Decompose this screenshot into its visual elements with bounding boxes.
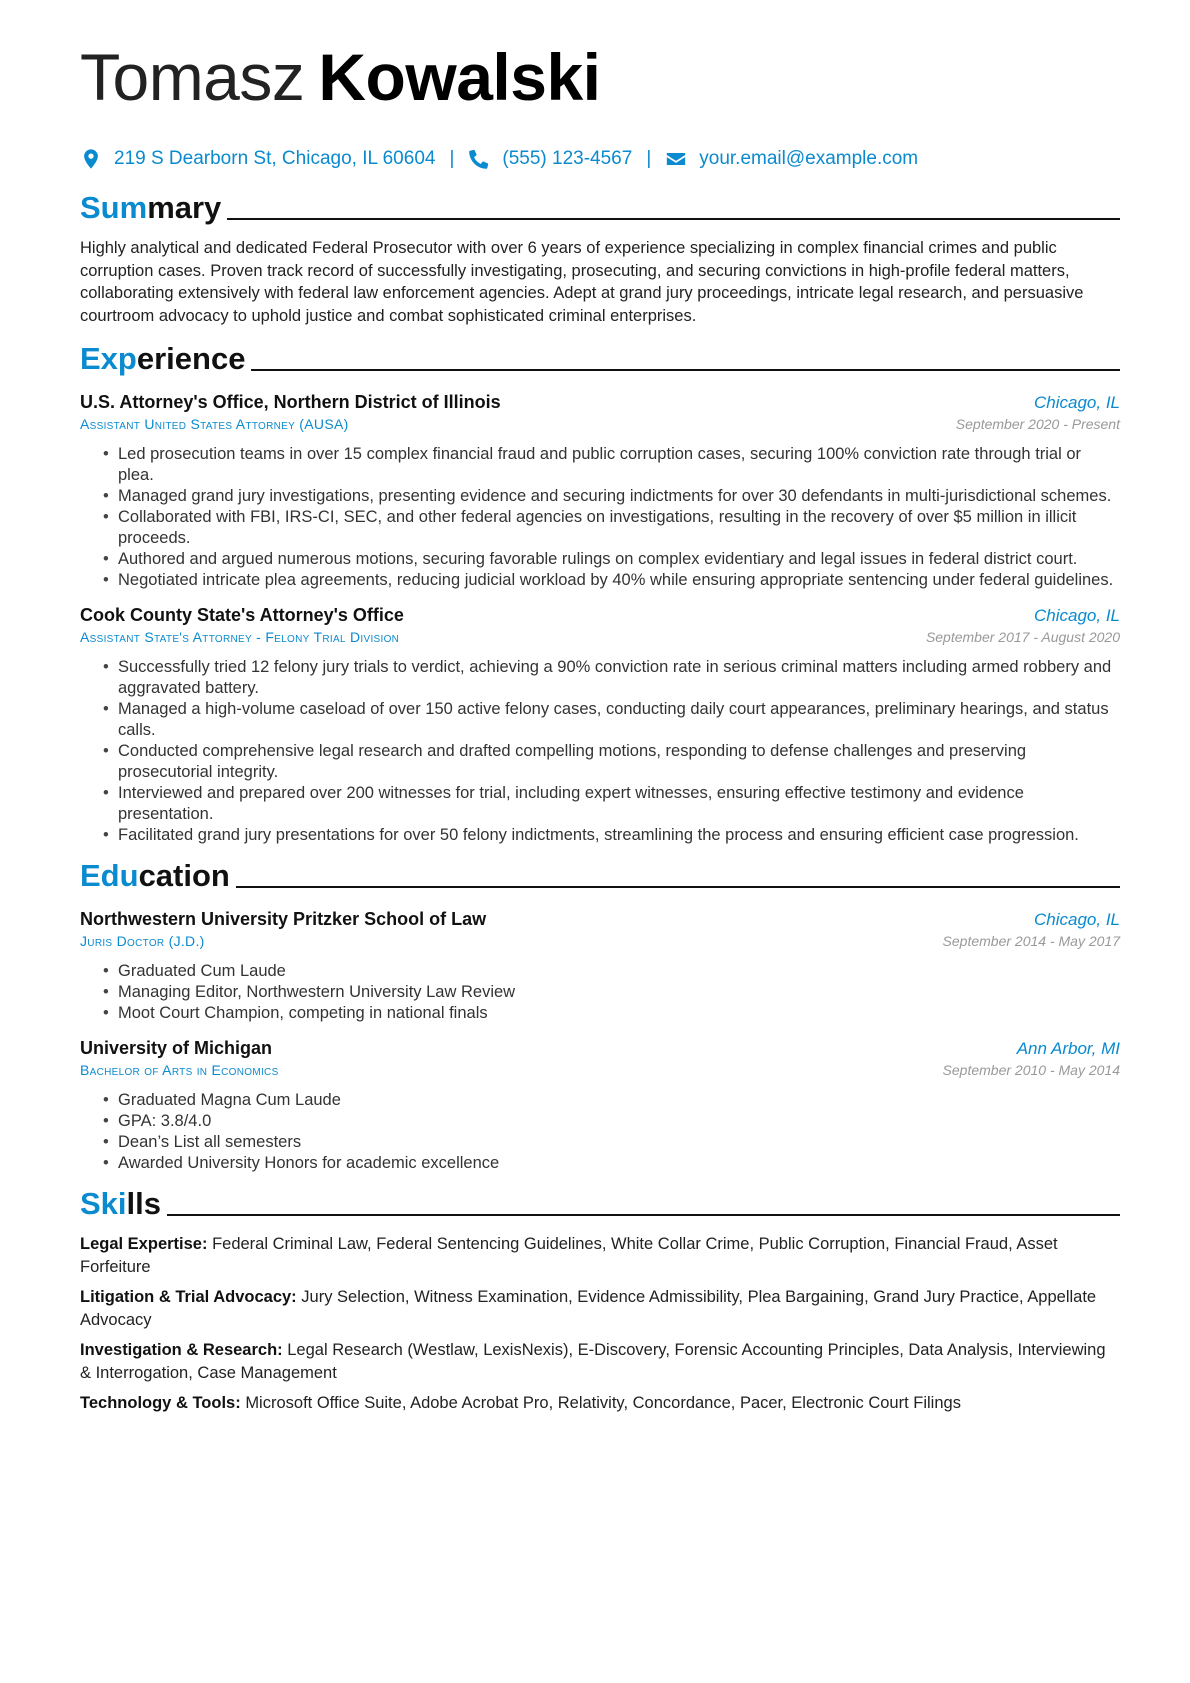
list-item: • Awarded University Honors for academic excellence	[80, 1153, 1120, 1174]
entry-location: Chicago, IL	[1034, 393, 1120, 412]
skill-row	[80, 1233, 1120, 1278]
section-title	[80, 1188, 161, 1219]
skill-label: Litigation & Trial Advocacy:	[80, 1288, 297, 1306]
candidate-name	[80, 40, 1120, 116]
summary-heading	[80, 192, 1120, 223]
bullet-list	[80, 444, 1120, 591]
section-title	[80, 192, 221, 223]
envelope-icon	[665, 148, 687, 170]
list-item: • Managed grand jury investigations, presenting evidence and securing indictments for over 30 defendants in multi-jurisdictional schemes.	[80, 486, 1120, 507]
skill-row	[80, 1339, 1120, 1384]
list-item: • GPA: 3.8/4.0	[80, 1111, 1120, 1132]
title-rest: mary	[147, 190, 222, 225]
contact-email[interactable]	[665, 148, 918, 170]
skill-value: Jury Selection, Witness Examination, Evidence Admissibility, Plea Bargaining, Grand Jury Practice, Appellate Advocacy	[80, 1288, 1097, 1329]
entry-location: Chicago, IL	[1034, 606, 1120, 625]
list-item: • Graduated Cum Laude	[80, 961, 1120, 982]
skill-value: Legal Research (Westlaw, LexisNexis), E-Discovery, Forensic Accounting Principles, Data Analysis, Interviewing & Interrogation, Case Management	[80, 1341, 1106, 1382]
contact-line	[80, 146, 1120, 172]
list-item: • Collaborated with FBI, IRS-CI, SEC, and other federal agencies on investigations, resulting in the recovery of over $5 million in illicit proceeds.	[80, 507, 1120, 549]
entry-subheader	[80, 629, 1120, 645]
entry-location: Chicago, IL	[1034, 910, 1120, 929]
skill-value: Federal Criminal Law, Federal Sentencing Guidelines, White Collar Crime, Public Corruption, Financial Fraud, Asset Forfeiture	[80, 1235, 1058, 1276]
list-item: • Authored and argued numerous motions, securing favorable rulings on complex evidentiary and legal issues in federal district court.	[80, 549, 1120, 570]
skill-row	[80, 1392, 1120, 1415]
section-rule	[167, 1214, 1120, 1216]
entry-subheader	[80, 933, 1120, 949]
phone-icon	[468, 148, 490, 170]
section-title	[80, 343, 245, 374]
section-rule	[236, 886, 1120, 888]
list-item: • Moot Court Champion, competing in national finals	[80, 1003, 1120, 1024]
entry-role: Juris Doctor (J.D.)	[80, 933, 205, 949]
entry-organization: Cook County State's Attorney's Office	[80, 605, 404, 625]
list-item: • Managed a high-volume caseload of over 150 active felony cases, conducting daily court appearances, preliminary hearings, and status calls.	[80, 699, 1120, 741]
skill-value: Microsoft Office Suite, Adobe Acrobat Pro, Relativity, Concordance, Pacer, Electronic Court Filings	[245, 1394, 961, 1412]
phone-text: (555) 123-4567	[502, 148, 633, 169]
entry-dates: September 2017 - August 2020	[925, 629, 1120, 645]
skill-label: Legal Expertise:	[80, 1235, 208, 1253]
list-item: • Conducted comprehensive legal research and drafted compelling motions, responding to defense challenges and preserving prosecutorial integrity.	[80, 741, 1120, 783]
entry-header	[80, 909, 1120, 930]
entry-dates: September 2014 - May 2017	[942, 933, 1120, 949]
entry-organization: Northwestern University Pritzker School of Law	[80, 909, 487, 929]
experience-entry	[80, 605, 1120, 846]
experience-entry	[80, 392, 1120, 591]
entry-dates: September 2020 - Present	[955, 416, 1120, 432]
title-highlight: Sum	[80, 190, 148, 225]
list-item: • Facilitated grand jury presentations for over 50 felony indictments, streamlining the process and ensuring efficient case progression.	[80, 825, 1120, 846]
last-name: Kowalski	[318, 40, 601, 114]
skills-list	[80, 1233, 1120, 1415]
list-item: • Graduated Magna Cum Laude	[80, 1090, 1120, 1111]
section-rule	[251, 369, 1120, 371]
section-rule	[227, 218, 1120, 220]
entry-subheader	[80, 1062, 1120, 1078]
bullet-list	[80, 657, 1120, 846]
contact-separator: |	[449, 148, 455, 169]
skills-heading	[80, 1188, 1120, 1219]
first-name: Tomasz	[80, 40, 305, 114]
skill-label: Technology & Tools:	[80, 1394, 241, 1412]
section-title	[80, 860, 230, 891]
bullet-list	[80, 1090, 1120, 1174]
contact-address	[80, 148, 435, 170]
title-rest: lls	[126, 1186, 161, 1221]
entry-role: Assistant State's Attorney - Felony Trial Division	[80, 629, 400, 645]
list-item: • Led prosecution teams in over 15 complex financial fraud and public corruption cases, securing 100% conviction rate through trial or plea.	[80, 444, 1120, 486]
email-link[interactable]: your.email@example.com	[699, 148, 919, 169]
education-entry	[80, 1038, 1120, 1174]
entry-header	[80, 1038, 1120, 1059]
list-item: • Dean’s List all semesters	[80, 1132, 1120, 1153]
list-item: • Interviewed and prepared over 200 witnesses for trial, including expert witnesses, ensuring effective testimony and evidence presentation.	[80, 783, 1120, 825]
entry-header	[80, 605, 1120, 626]
contact-separator: |	[646, 148, 652, 169]
title-highlight: Edu	[80, 858, 139, 893]
entry-location: Ann Arbor, MI	[1016, 1039, 1120, 1058]
title-rest: cation	[138, 858, 230, 893]
entry-role: Bachelor of Arts in Economics	[80, 1062, 279, 1078]
experience-heading	[80, 343, 1120, 374]
title-highlight: Exp	[80, 341, 137, 376]
address-text: 219 S Dearborn St, Chicago, IL 60604	[114, 148, 436, 169]
entry-organization: U.S. Attorney's Office, Northern District of Illinois	[80, 392, 501, 412]
skill-label: Investigation & Research:	[80, 1341, 283, 1359]
title-highlight: Ski	[80, 1186, 127, 1221]
education-entry	[80, 909, 1120, 1024]
bullet-list	[80, 961, 1120, 1024]
map-pin-icon	[80, 148, 102, 170]
education-heading	[80, 860, 1120, 891]
entry-dates: September 2010 - May 2014	[942, 1062, 1120, 1078]
skill-row	[80, 1286, 1120, 1331]
resume-page	[80, 40, 1120, 1415]
title-rest: erience	[136, 341, 246, 376]
summary-text: Highly analytical and dedicated Federal Prosecutor with over 6 years of experience specializing in complex financial crimes and public corruption cases. Proven track record of successfully investigating, prosecuting, and securing convictions in high-profile federal matters, collaborating extensively with federal law enforcement agencies. Adept at grand jury proceedings, intricate legal research, and persuasive courtroom advocacy to uphold justice and combat sophisticated criminal enterprises.	[80, 239, 1084, 325]
entry-subheader	[80, 416, 1120, 432]
entry-header	[80, 392, 1120, 413]
list-item: • Successfully tried 12 felony jury trials to verdict, achieving a 90% conviction rate in serious criminal matters including armed robbery and aggravated battery.	[80, 657, 1120, 699]
contact-phone[interactable]	[468, 148, 632, 170]
entry-role: Assistant United States Attorney (AUSA)	[80, 416, 349, 432]
list-item: • Negotiated intricate plea agreements, reducing judicial workload by 40% while ensuring appropriate sentencing under federal guidelines.	[80, 570, 1120, 591]
entry-organization: University of Michigan	[80, 1038, 273, 1058]
list-item: • Managing Editor, Northwestern University Law Review	[80, 982, 1120, 1003]
